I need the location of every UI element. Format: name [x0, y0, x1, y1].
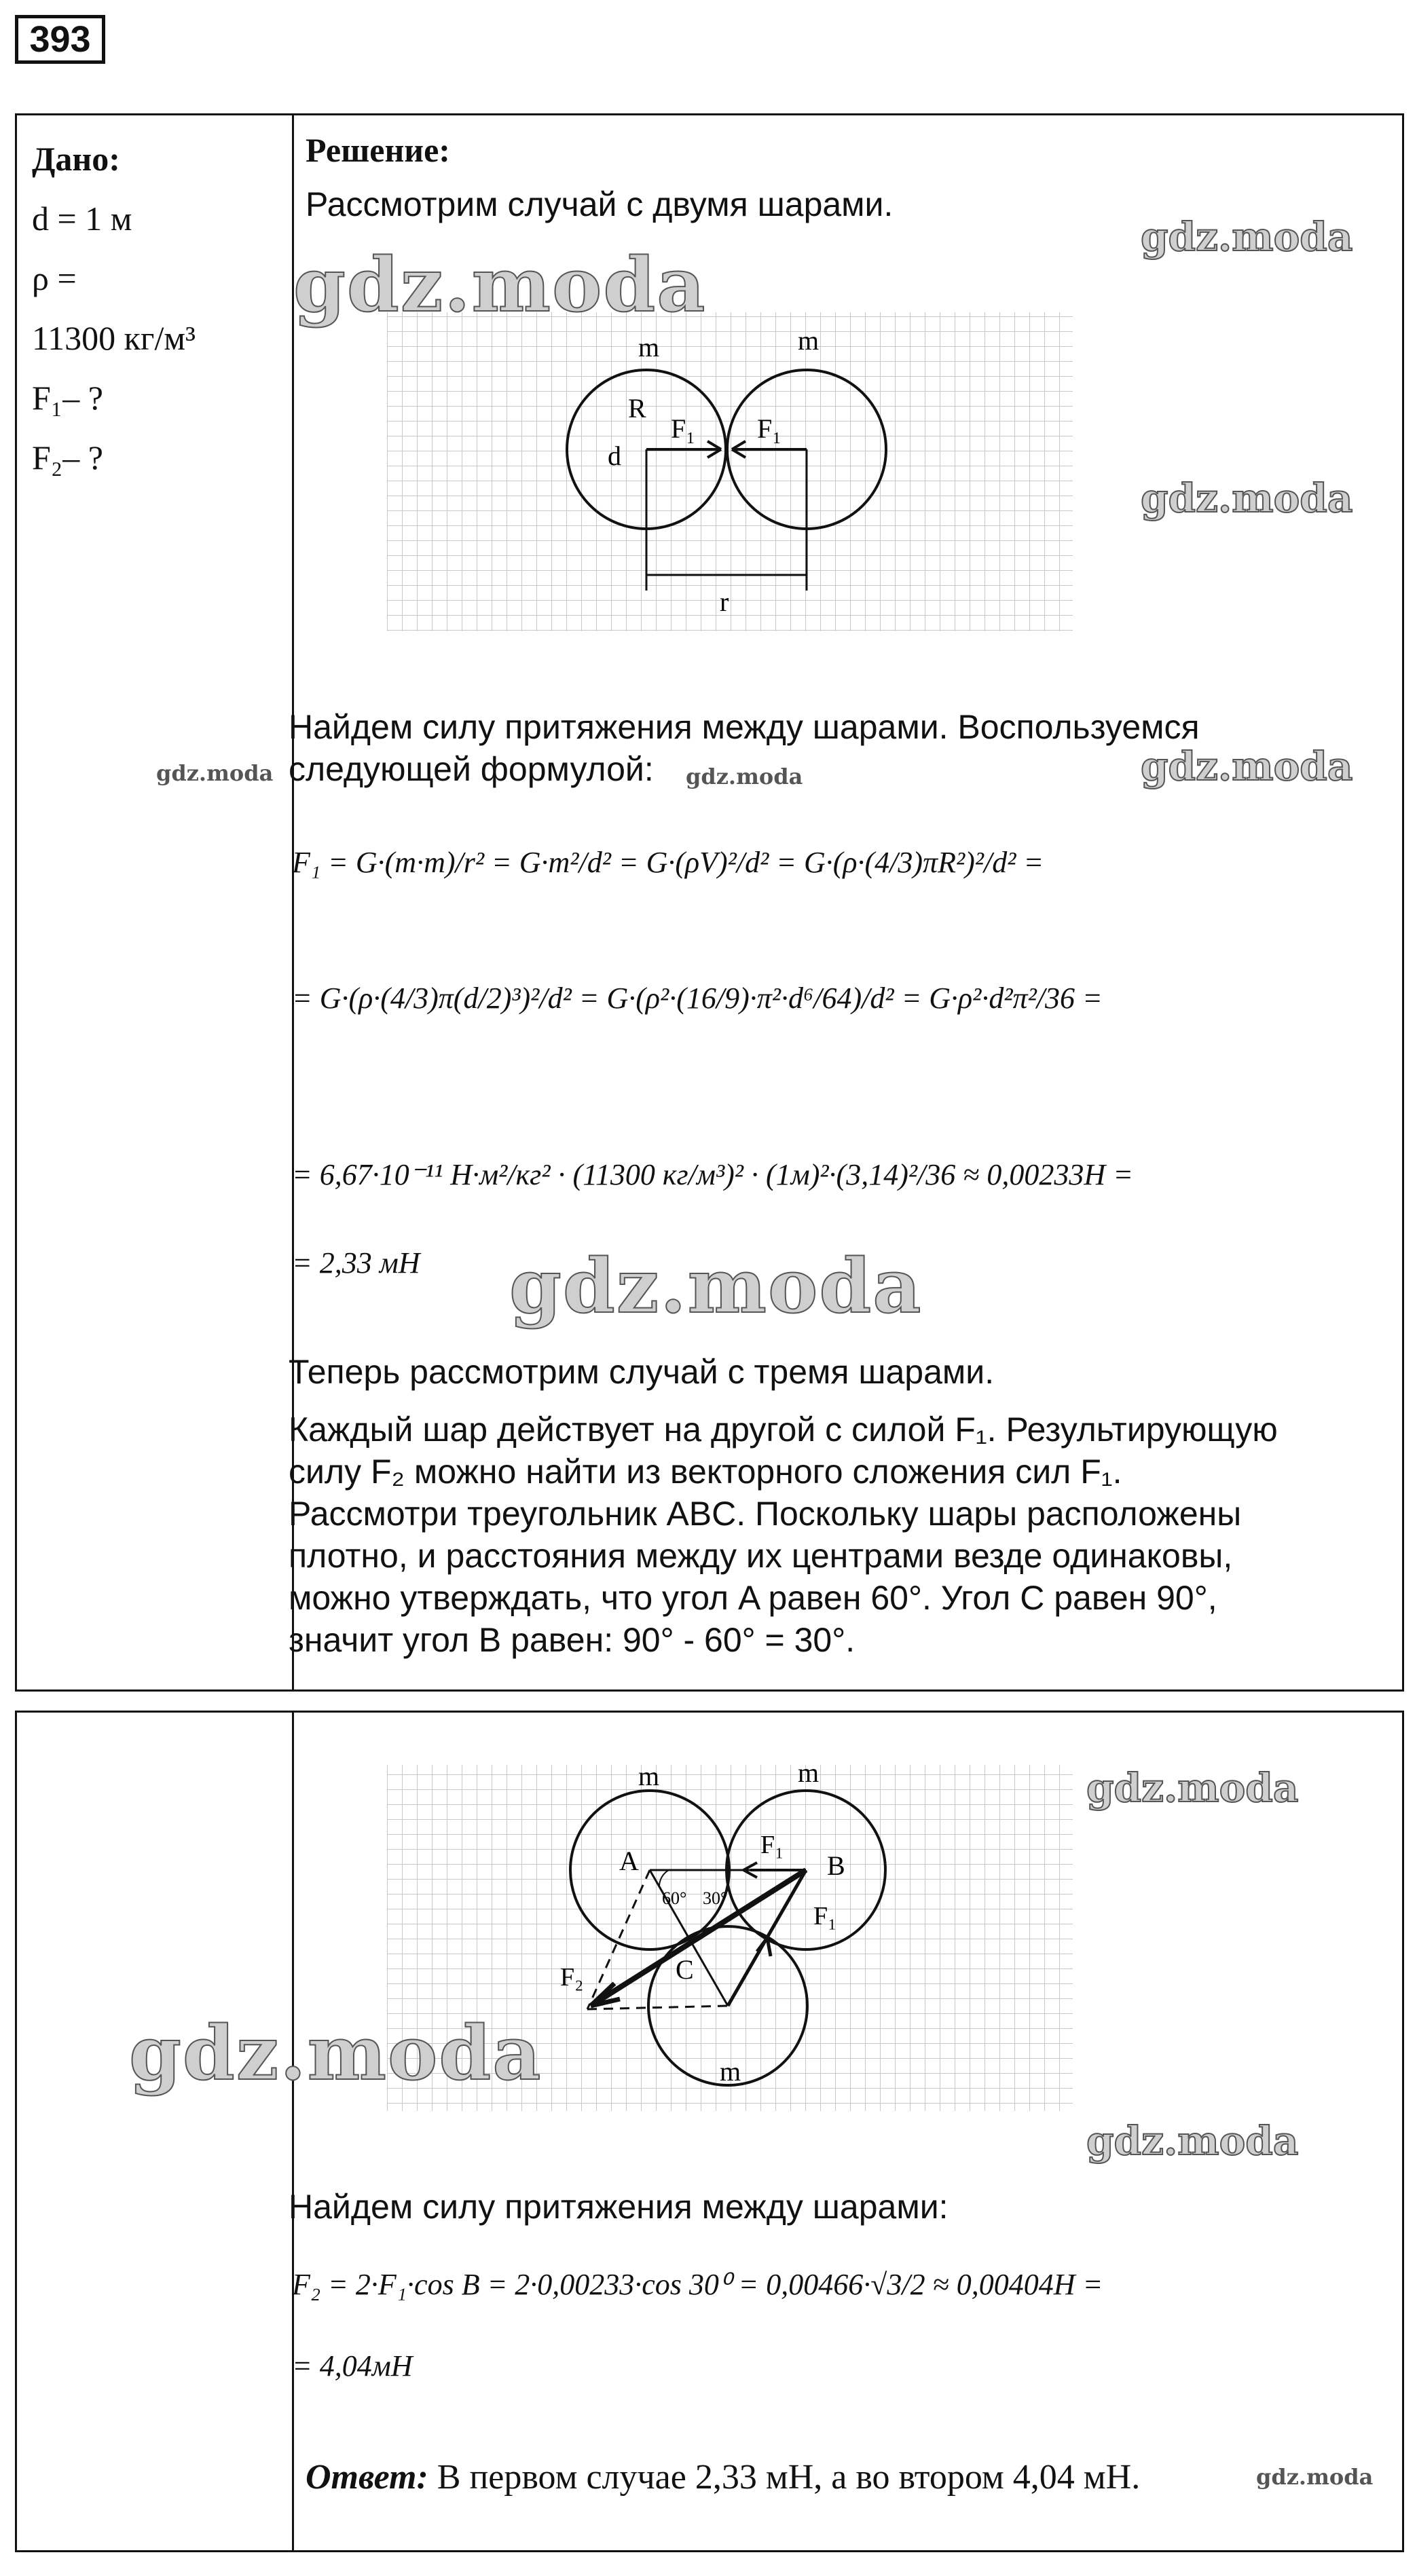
intro-text: Рассмотрим случай с двумя шарами.: [306, 185, 894, 223]
formula-line-2: = G·(ρ·(4/3)π(d/2)³)²/d² = G·(ρ²·(16/9)·π²·d⁶/64)/d² = G·ρ²·d²π²/36 =: [292, 982, 1103, 1015]
formula2-line-1: F₂ = 2·F₁·cos B = 2·0,00233·cos 30⁰ = 0,00466·√3/2 ≈ 0,00404Н =: [292, 2268, 1103, 2301]
given-item-f1: F₁– ?: [32, 379, 103, 417]
answer-text: В первом случае 2,33 мН, а во втором 4,04 мН.: [428, 2458, 1141, 2497]
watermark: gdz.moda: [1141, 475, 1353, 521]
watermark: gdz.moda: [1086, 1765, 1299, 1811]
watermark: gdz.moda: [1256, 2464, 1374, 2490]
paragraph-line-2: силу F₂ можно найти из векторного сложения сил F₁.: [289, 1453, 1122, 1491]
formula-line-4: = 2,33 мН: [292, 1246, 420, 1280]
label-m-top-right: m: [798, 1757, 820, 1788]
label-F1-right: F₁: [757, 413, 782, 444]
find-force-line2: следующей формулой:: [289, 750, 654, 788]
find-force-line1: Найдем силу притяжения между шарами. Воспользуемся: [289, 708, 1200, 746]
label-B: B: [827, 1850, 845, 1881]
paragraph-line-1: Каждый шар действует на другой с силой F₁. Результирующую: [289, 1411, 1278, 1449]
watermark: gdz.moda: [1141, 214, 1353, 260]
label-F2: F₂: [560, 1963, 584, 1992]
label-m-bottom: m: [720, 2056, 741, 2087]
label-m-top-left: m: [638, 1761, 660, 1791]
watermark: gdz.moda: [1086, 2118, 1299, 2164]
label-angle-60: 60°: [662, 1888, 687, 1908]
given-heading: Дано:: [32, 140, 120, 178]
formula-line-1: F₁ = G·(m·m)/r² = G·m²/d² = G·(ρV)²/d² = G·(ρ·(4/3)πR²)²/d² =: [292, 846, 1044, 879]
watermark: gdz.moda: [686, 764, 803, 789]
column-divider-2: [292, 1713, 294, 2550]
label-F1-right: F₁: [813, 1902, 837, 1930]
problem-number: 393: [15, 15, 105, 64]
solution-heading: Решение:: [306, 131, 450, 169]
label-C: C: [676, 1954, 694, 1985]
formula-line-3: = 6,67·10⁻¹¹ Н·м²/кг² · (11300 кг/м³)² · (1м)²·(3,14)²/36 ≈ 0,00233Н =: [292, 1158, 1133, 1191]
given-item-d: d = 1 м: [32, 200, 132, 238]
label-A: A: [619, 1846, 639, 1876]
find-force2: Найдем силу притяжения между шарами:: [289, 2188, 949, 2226]
watermark: gdz.moda: [129, 2009, 542, 2097]
paragraph-line-3: Рассмотри треугольник ABC. Поскольку шары расположены: [289, 1495, 1242, 1533]
given-item-rho: ρ =: [32, 259, 77, 297]
given-item-f2: F₂– ?: [32, 438, 103, 477]
watermark: gdz.moda: [1141, 743, 1353, 789]
watermark: gdz.moda: [156, 760, 274, 786]
three-balls-heading: Теперь рассмотрим случай с тремя шарами.: [289, 1353, 995, 1391]
answer: [306, 2457, 1140, 2497]
label-F1-left: F₁: [671, 413, 696, 444]
formula2-line-2: = 4,04мН: [292, 2349, 413, 2383]
paragraph-line-5: можно утверждать, что угол A равен 60°. Угол C равен 90°,: [289, 1579, 1217, 1617]
watermark: gdz.moda: [293, 241, 707, 329]
given-item-density: 11300 кг/м³: [32, 319, 196, 357]
label-R: R: [628, 393, 646, 424]
label-m-left: m: [638, 332, 660, 362]
label-d: d: [608, 441, 621, 471]
watermark: gdz.moda: [509, 1242, 923, 1330]
label-m-right: m: [798, 325, 820, 356]
label-angle-30: 30°: [703, 1888, 728, 1908]
label-r: r: [720, 586, 729, 617]
paragraph-line-6: значит угол B равен: 90° - 60° = 30°.: [289, 1621, 855, 1659]
label-F1-top: F₁: [760, 1831, 784, 1859]
answer-label: Ответ:: [306, 2458, 428, 2497]
paragraph-line-4: плотно, и расстояния между их центрами везде одинаковы,: [289, 1537, 1233, 1575]
given-column: [32, 129, 290, 487]
